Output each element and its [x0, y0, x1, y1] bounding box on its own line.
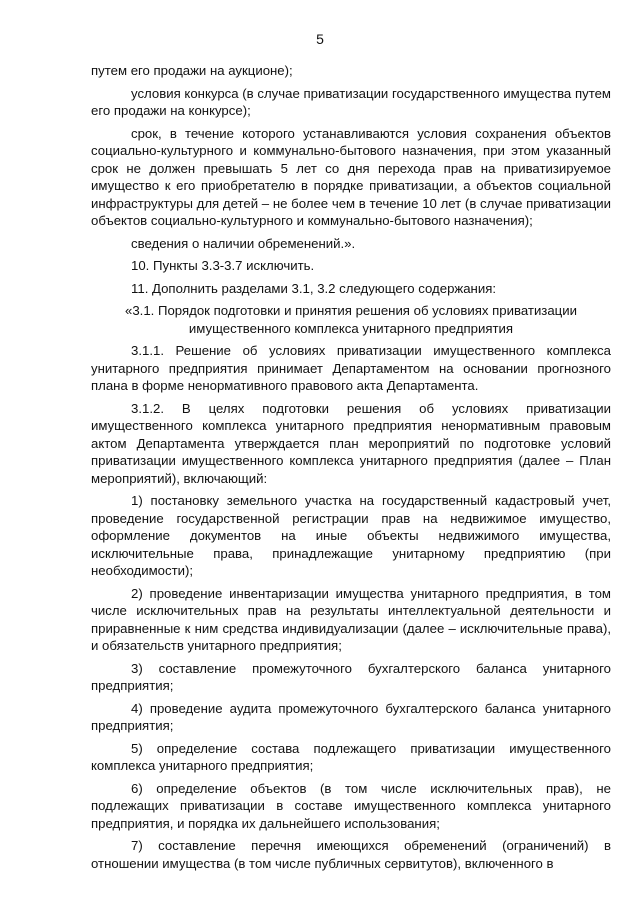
- paragraph: 3.1.2. В целях подготовки решения об условиях приватизации имущественного комплекса унитарного предприятия ненормативным правовым актом Департамента утверждается план мероприятий по подготовке условий приватизации имущественного комплекса унитарного предприятия (далее – План мероприятий), включающий:: [91, 400, 611, 486]
- paragraph: 11. Дополнить разделами 3.1, 3.2 следующего содержания:: [131, 280, 497, 296]
- document-body: [91, 62, 611, 877]
- list-item: 7) составление перечня имеющихся обременений (ограничений) в отношении имущества (в том числе публичных сервитутов), включенного в: [91, 838, 611, 871]
- paragraph: 3.1.1. Решение об условиях приватизации имущественного комплекса унитарного предприятия принимает Департаментом на основании прогнозного плана в форме ненормативного правового акта Департамента.: [91, 343, 611, 393]
- paragraph: 10. Пункты 3.3-3.7 исключить.: [131, 258, 315, 273]
- list-item: 1) постановку земельного участка на государственный кадастровый учет, проведение государственной регистрации прав на недвижимое имущество, оформление документов на иные объекты недвижимого имущества, исключительные права, принадлежащие унитарному предприятию (при необходимости);: [91, 493, 611, 578]
- list-item: 5) определение состава подлежащего приватизации имущественного комплекса унитарного предприятия;: [91, 740, 611, 773]
- paragraph: срок, в течение которого устанавливаются условия сохранения объектов социально-культурного и коммунально-бытового назначения, при этом указанный срок не должен превышать 5 лет со дня перехода прав на приватизируемое имущество к его приобретателю в порядке приватизации, а объектов социальной инфраструктуры для детей – не более чем в течение 10 лет (в случае приватизации объектов социально-культурного и коммунально-бытового назначения);: [91, 125, 611, 228]
- list-item: 4) проведение аудита промежуточного бухгалтерского баланса унитарного предприятия;: [91, 700, 611, 733]
- paragraph: путем его продажи на аукционе);: [91, 63, 293, 78]
- page-number: 5: [316, 31, 324, 47]
- section-heading: «3.1. Порядок подготовки и принятия решения об условиях приватизации имущественного комплекса унитарного предприятия: [125, 303, 577, 336]
- paragraph: условия конкурса (в случае приватизации государственного имущества путем его продажи на конкурсе);: [91, 85, 611, 118]
- list-item: 6) определение объектов (в том числе исключительных прав), не подлежащих приватизации в составе имущественного комплекса унитарного предприятия, и порядка их дальнейшего использования;: [91, 780, 611, 831]
- list-item: 3) составление промежуточного бухгалтерского баланса унитарного предприятия;: [91, 660, 611, 693]
- paragraph: сведения о наличии обременений.».: [131, 235, 356, 251]
- list-item: 2) проведение инвентаризации имущества унитарного предприятия, в том числе исключительных прав на результаты интеллектуальной деятельности и приравненные к ним средства индивидуализации (далее – исключительные права), и обязательств унитарного предприятия;: [91, 585, 611, 653]
